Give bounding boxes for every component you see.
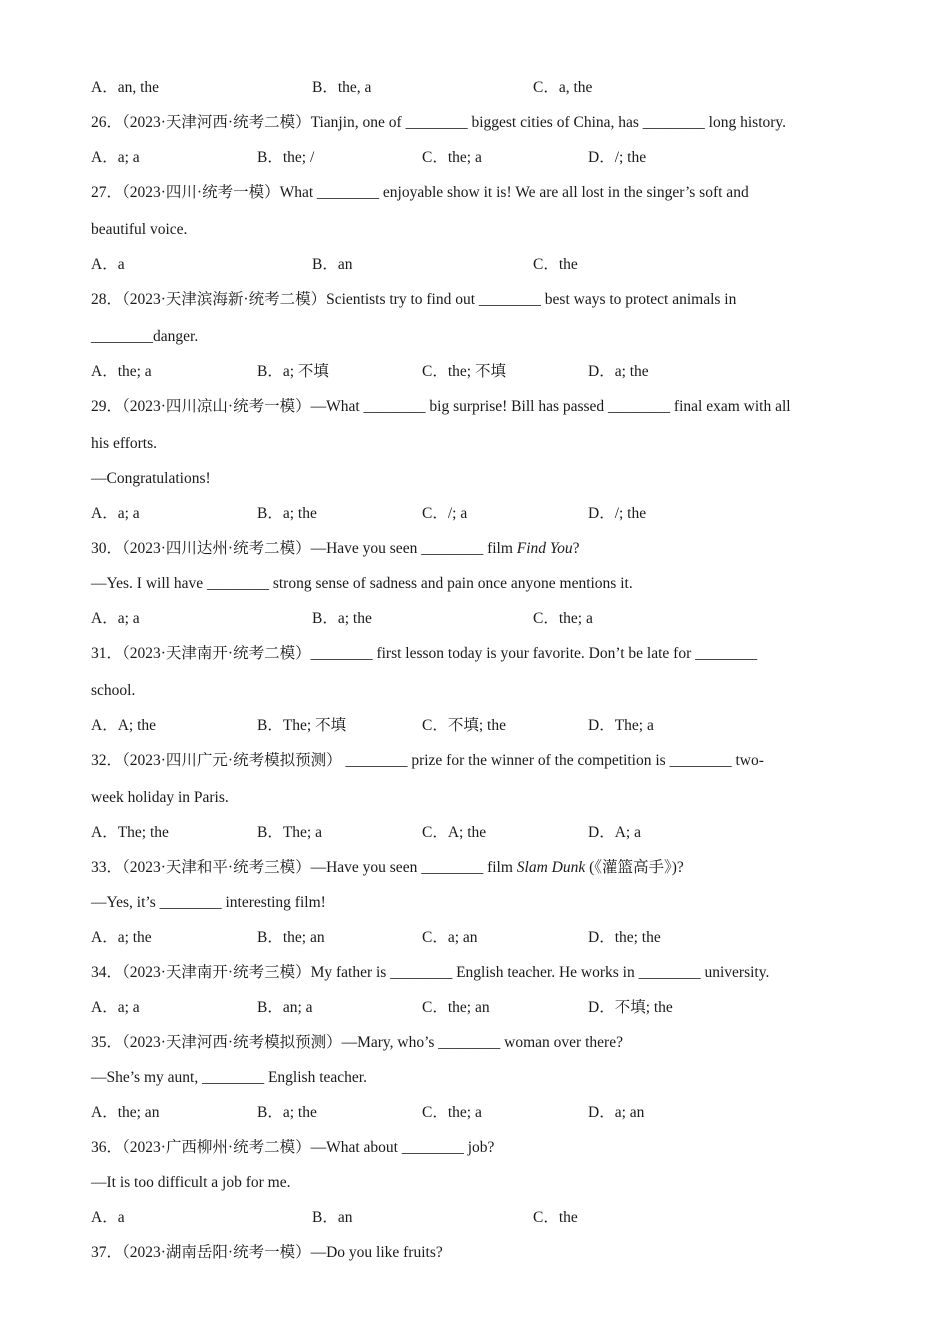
q32-option-c[interactable]: C．A; the	[422, 824, 487, 841]
q34-option-d[interactable]: D．不填; the	[588, 999, 673, 1016]
q26-option-d[interactable]: D．/; the	[588, 149, 647, 166]
q33-stem-end: (《灌篮高手》)?	[585, 859, 684, 876]
q32-option-d[interactable]: D．A; a	[588, 824, 641, 841]
q26-stem: 26．（2023·天津河西·统考二模）Tianjin, one of ________ biggest cities of China, has ________ long history.	[91, 114, 787, 131]
q27-option-c[interactable]: C．the	[533, 256, 578, 273]
q30-option-c[interactable]: C．the; a	[533, 610, 593, 627]
q27-stem-cont: beautiful voice.	[91, 221, 188, 238]
q31-option-a[interactable]: A．A; the	[91, 717, 157, 734]
q35-stem: 35．（2023·天津河西·统考模拟预测）—Mary, who’s ________ woman over there?	[91, 1034, 623, 1051]
q30-reply: —Yes. I will have ________ strong sense of sadness and pain once anyone mentions it.	[91, 575, 633, 592]
q34-option-a[interactable]: A．a; a	[91, 999, 140, 1016]
q36-option-b[interactable]: B．an	[312, 1209, 353, 1226]
q30-film-title: Find You	[516, 540, 573, 557]
q29-option-b[interactable]: B．a; the	[257, 505, 317, 522]
q28-option-d[interactable]: D．a; the	[588, 363, 649, 380]
q26-option-b[interactable]: B．the; /	[257, 149, 315, 166]
q30-stem	[91, 539, 580, 559]
q35-option-b[interactable]: B．a; the	[257, 1104, 317, 1121]
q28-stem-cont: ________danger.	[91, 328, 199, 345]
q34-option-c[interactable]: C．the; an	[422, 999, 490, 1016]
q31-stem-cont: school.	[91, 682, 136, 699]
q33-option-d[interactable]: D．the; the	[588, 929, 661, 946]
q31-stem: 31．（2023·天津南开·统考二模）________ first lesson today is your favorite. Don’t be late for ________	[91, 645, 758, 662]
q28-option-a[interactable]: A．the; a	[91, 363, 152, 380]
q33-option-b[interactable]: B．the; an	[257, 929, 325, 946]
q33-option-c[interactable]: C．a; an	[422, 929, 478, 946]
q31-option-c[interactable]: C．不填; the	[422, 717, 506, 734]
q28-option-c[interactable]: C．the; 不填	[422, 363, 506, 380]
q36-stem: 36．（2023·广西柳州·统考二模）—What about ________ job?	[91, 1139, 495, 1156]
q25-option-a[interactable]: A．an, the	[91, 79, 160, 96]
q26-option-c[interactable]: C．the; a	[422, 149, 482, 166]
q34-stem: 34．（2023·天津南开·统考三模）My father is ________ English teacher. He works in ________ university.	[91, 964, 770, 981]
q28-option-b[interactable]: B．a; 不填	[257, 363, 329, 380]
q28-stem: 28．（2023·天津滨海新·统考二模）Scientists try to find out ________ best ways to protect animals in	[91, 291, 737, 308]
q25-option-b[interactable]: B．the, a	[312, 79, 372, 96]
q31-option-d[interactable]: D．The; a	[588, 717, 654, 734]
q33-option-a[interactable]: A．a; the	[91, 929, 152, 946]
q26-option-a[interactable]: A．a; a	[91, 149, 140, 166]
q29-option-a[interactable]: A．a; a	[91, 505, 140, 522]
q30-option-a[interactable]: A．a; a	[91, 610, 140, 627]
q29-stem-cont: his efforts.	[91, 435, 158, 452]
q29-reply: —Congratulations!	[91, 470, 211, 487]
q29-option-d[interactable]: D．/; the	[588, 505, 647, 522]
q29-stem: 29．（2023·四川凉山·统考一模）—What ________ big surprise! Bill has passed ________ final exam with all	[91, 398, 791, 415]
q33-stem-text: 33．（2023·天津和平·统考三模）—Have you seen ________ film	[91, 859, 517, 876]
q32-option-b[interactable]: B．The; a	[257, 824, 322, 841]
q36-reply: —It is too difficult a job for me.	[91, 1174, 291, 1191]
q35-reply: —She’s my aunt, ________ English teacher.	[91, 1069, 367, 1086]
q32-stem-cont: week holiday in Paris.	[91, 789, 229, 806]
q34-option-b[interactable]: B．an; a	[257, 999, 313, 1016]
q33-stem	[91, 858, 684, 878]
q33-film-title: Slam Dunk	[516, 859, 586, 876]
q35-option-c[interactable]: C．the; a	[422, 1104, 482, 1121]
q37-stem: 37．（2023·湖南岳阳·统考一模）—Do you like fruits?	[91, 1244, 443, 1261]
q27-stem: 27．（2023·四川·统考一模）What ________ enjoyable show it is! We are all lost in the singer’s soft and	[91, 184, 749, 201]
q27-option-b[interactable]: B．an	[312, 256, 353, 273]
q32-option-a[interactable]: A．The; the	[91, 824, 169, 841]
q35-option-a[interactable]: A．the; an	[91, 1104, 160, 1121]
q30-stem-end: ?	[572, 540, 580, 557]
q32-stem: 32．（2023·四川广元·统考模拟预测） ________ prize for the winner of the competition is ________ two-	[91, 752, 764, 769]
q29-option-c[interactable]: C．/; a	[422, 505, 468, 522]
q25-option-c[interactable]: C．a, the	[533, 79, 593, 96]
q35-option-d[interactable]: D．a; an	[588, 1104, 645, 1121]
q33-reply: —Yes, it’s ________ interesting film!	[91, 894, 326, 911]
q30-option-b[interactable]: B．a; the	[312, 610, 372, 627]
q27-option-a[interactable]: A．a	[91, 256, 125, 273]
q31-option-b[interactable]: B．The; 不填	[257, 717, 347, 734]
q30-stem-text: 30．（2023·四川达州·统考二模）—Have you seen ________ film	[91, 540, 517, 557]
q36-option-c[interactable]: C．the	[533, 1209, 578, 1226]
q36-option-a[interactable]: A．a	[91, 1209, 125, 1226]
